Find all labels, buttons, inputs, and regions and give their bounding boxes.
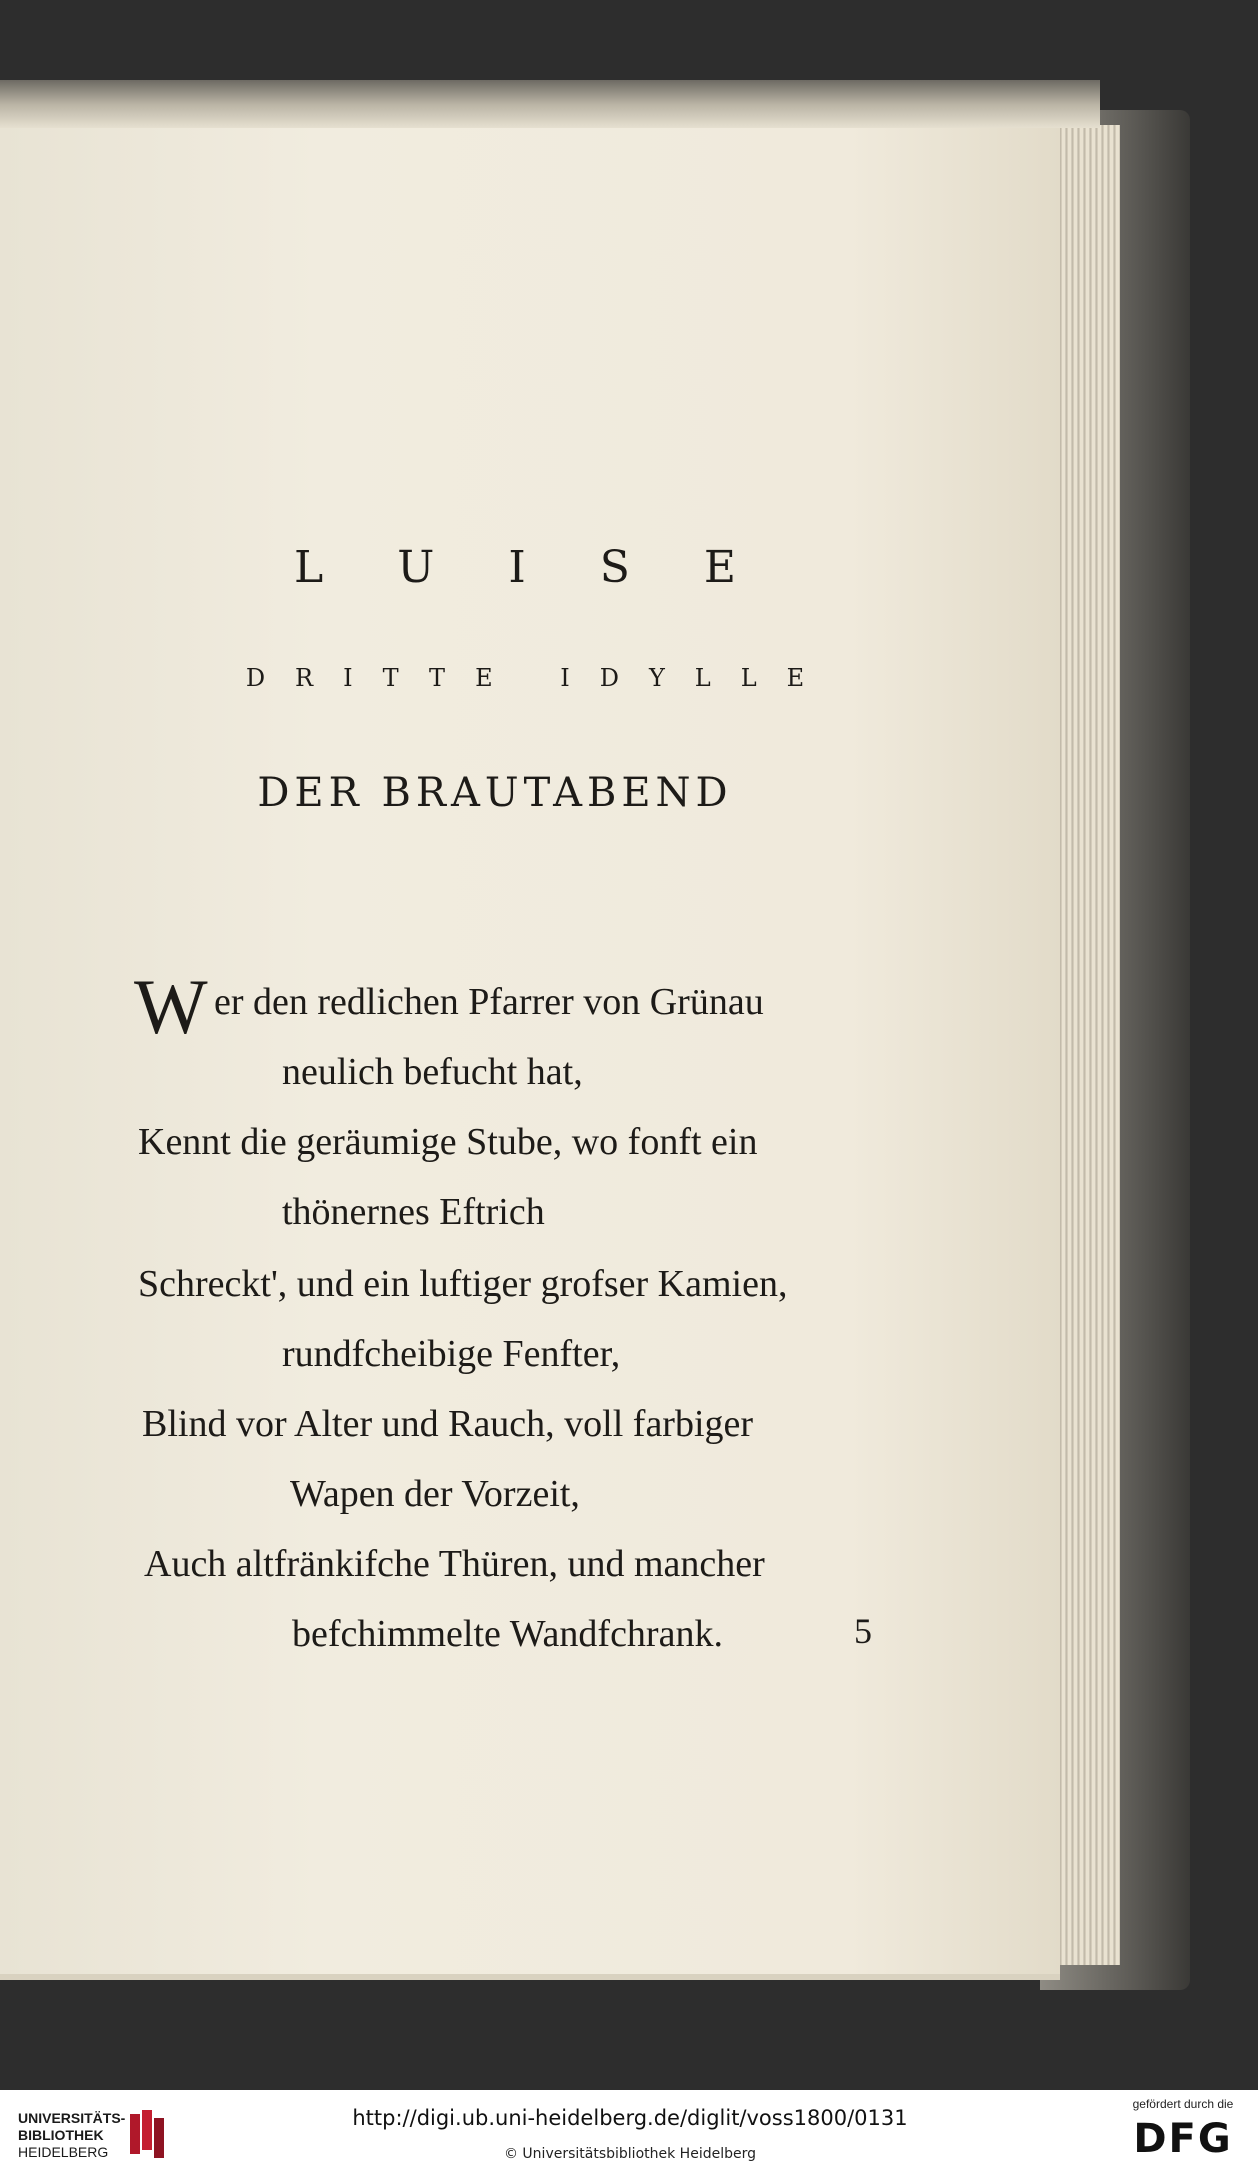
dfg-caption: gefördert durch die [1132, 2097, 1234, 2111]
verse-line: Kennt die geräumige Stube, wo fonft ein [138, 1121, 758, 1163]
verse-line: er den redlichen Pfarrer von Grünau [214, 981, 764, 1023]
dfg-logo[interactable]: DFG [1133, 2116, 1233, 2162]
page-top-shadow [0, 80, 1100, 128]
drop-capital: W [134, 963, 208, 1050]
library-logo-text[interactable] [18, 2110, 125, 2161]
page-url-link[interactable]: http://digi.ub.uni-heidelberg.de/diglit/voss1800/0131 [352, 2106, 908, 2130]
line-number: 5 [854, 1611, 872, 1651]
verse-line: neulich befucht hat, [282, 1051, 583, 1093]
poem-title: L U I S E [294, 542, 766, 593]
poem-heading: DER BRAUTABEND [257, 770, 733, 816]
verse-line: Auch altfränkifche Thüren, und mancher [144, 1543, 765, 1585]
verse-line: rundfcheibige Fenfter, [282, 1333, 621, 1375]
verse-line: befchimmelte Wandfchrank. [292, 1613, 723, 1655]
viewer-footer [0, 2090, 1258, 2177]
verse-line: Schreckt', und ein luftiger grofser Kamien, [138, 1263, 788, 1305]
verse-line: thönernes Eftrich [282, 1191, 545, 1233]
verse-line: Wapen der Vorzeit, [290, 1473, 580, 1515]
library-name-line3: HEIDELBERG [18, 2144, 109, 2160]
library-name-line2: BIBLIOTHEK [18, 2127, 104, 2143]
library-name-line1: UNIVERSITÄTS- [18, 2110, 126, 2126]
verse-line: Blind vor Alter und Rauch, voll farbiger [142, 1403, 754, 1445]
copyright-notice: © Universitätsbibliothek Heidelberg [503, 2146, 756, 2162]
poem-subtitle: DRITTE IDYLLE [245, 664, 835, 692]
library-logo-icon[interactable] [128, 2108, 172, 2160]
page-stack-edge [1050, 125, 1120, 1965]
